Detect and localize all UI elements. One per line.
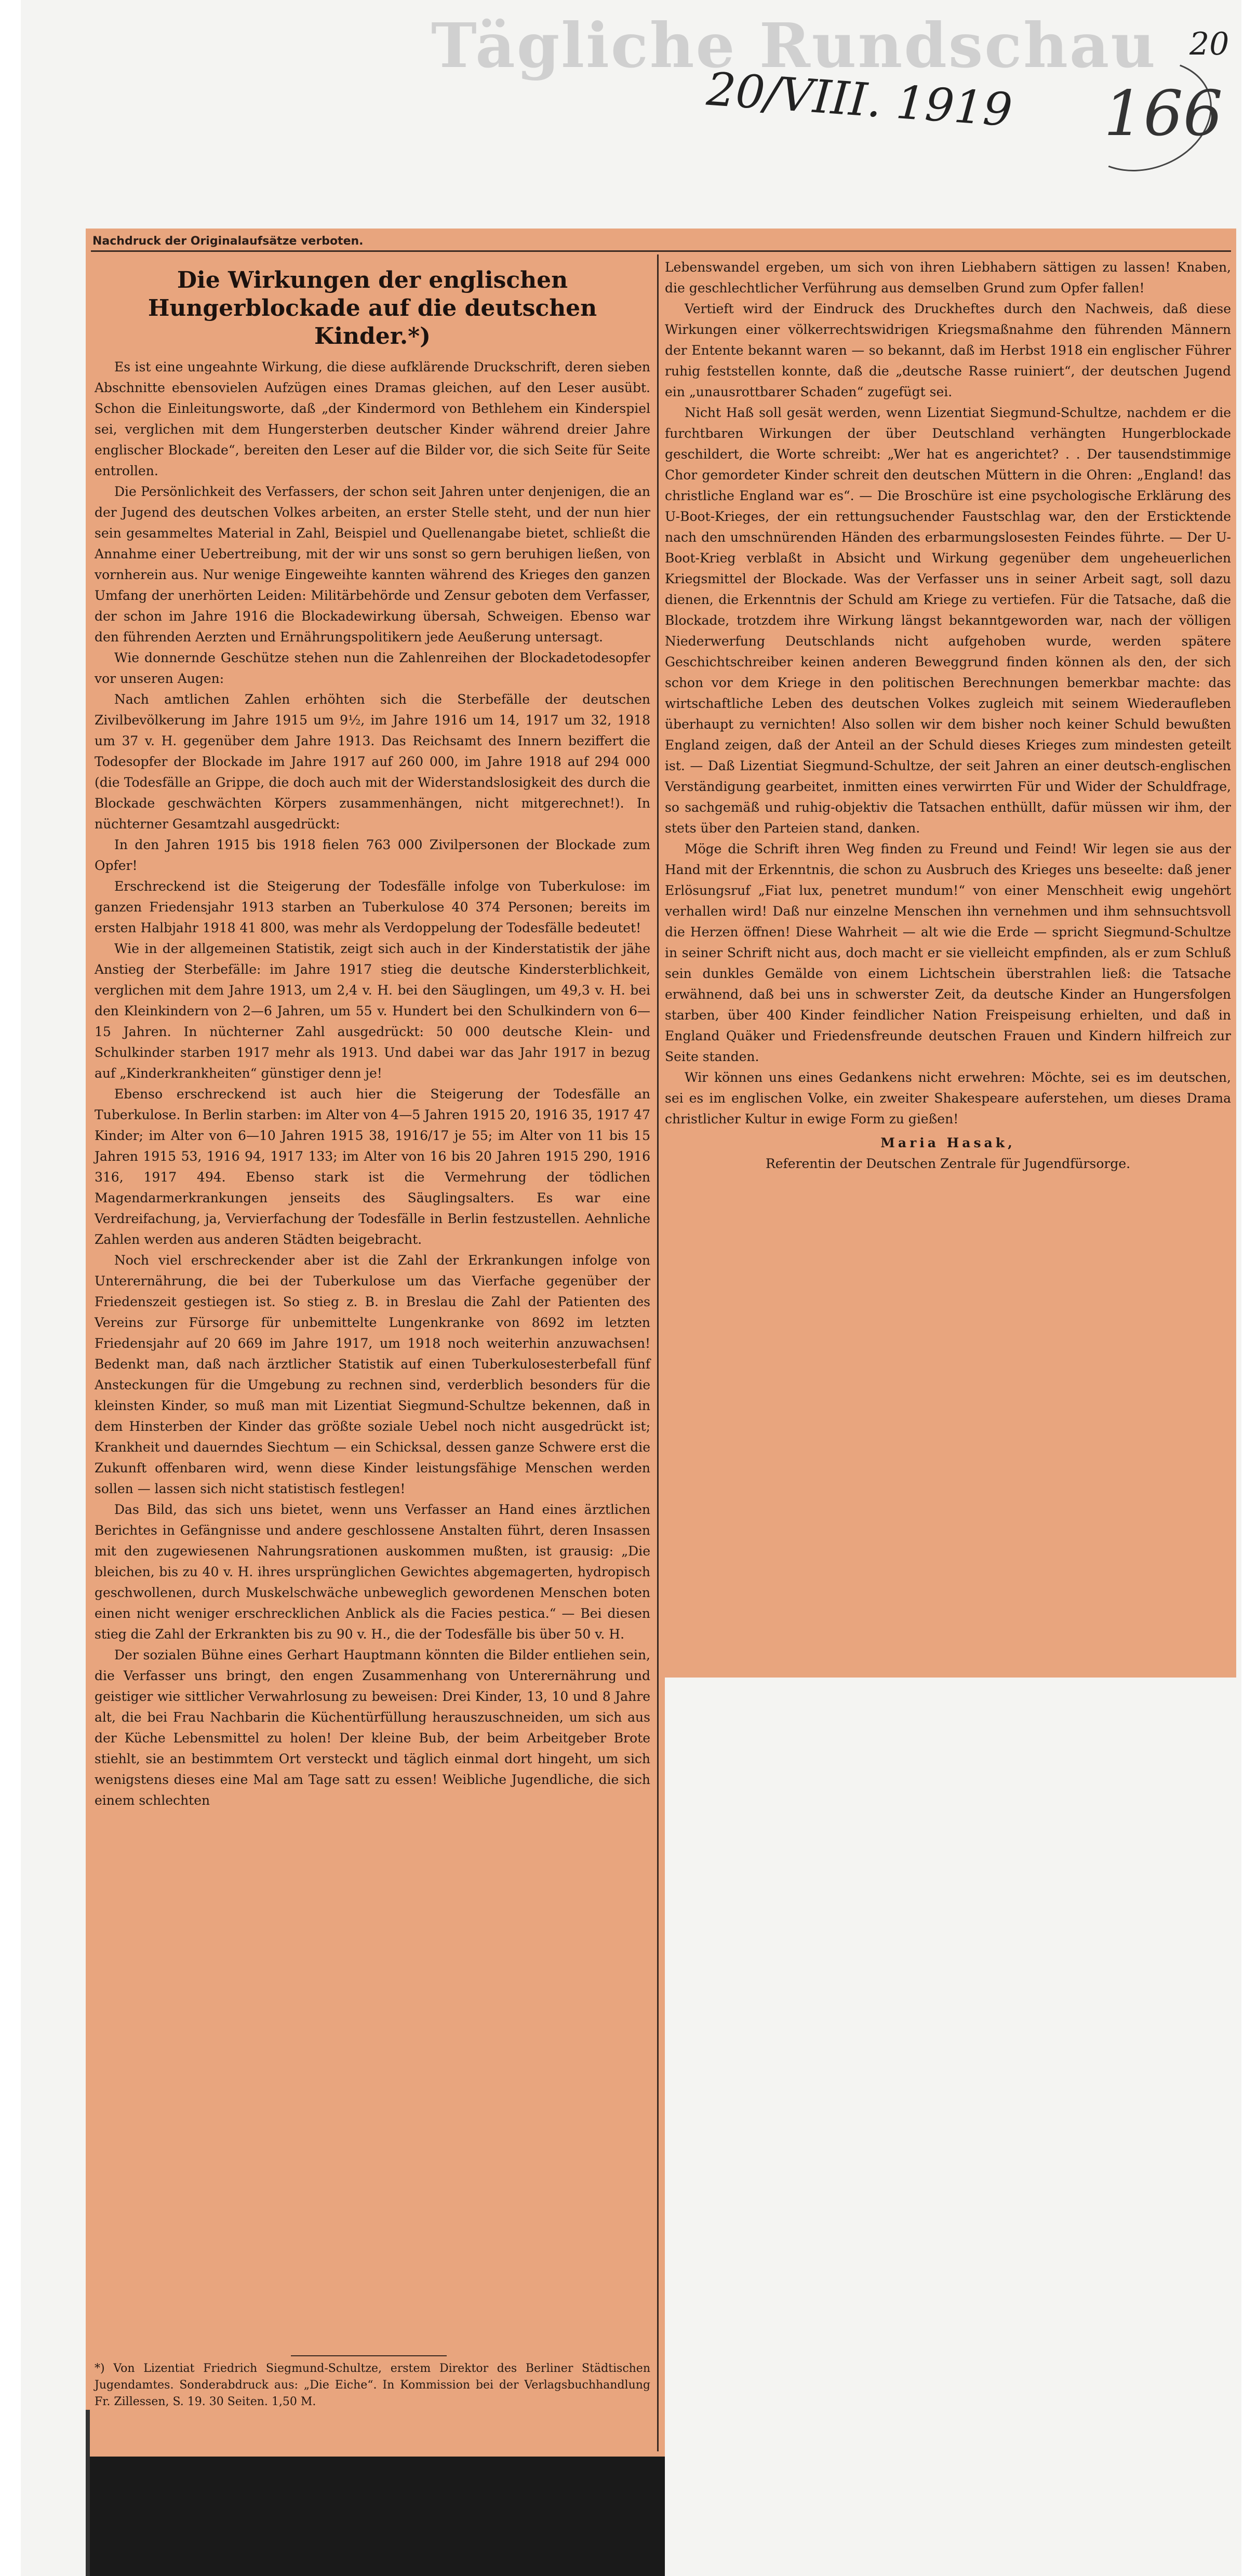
header-rule (91, 250, 1231, 252)
column-divider (657, 254, 659, 2451)
paragraph: Ebenso erschreckend ist auch hier die Steigerung der Todesfälle an Tuberkulose. In Berlin starben: im Alter von 4—5 Jahren 1915 20, 1916 35, 1917 47 Kinder; im Alter von 6—10 Jahren 1915 38, 1916/17 je 55; im Alter von 11 bis 15 Jahren 1915 53, 1916 94, 1917 133; im Alter von 16 bis 20 Jahren 1915 290, 1916 316, 1917 494. Ebenso stark ist die Vermehrung der tödlichen Magendarmerkrankungen jenseits des Säuglingsalters. Es war eine Verdreifachung, ja, Vervierfachung der Todesfälle in Berlin festzustellen. Aehnliche Zahlen werden aus anderen Städten beigebracht. (95, 1086, 650, 1247)
paragraph: Das Bild, das sich uns bietet, wenn uns Verfasser an Hand eines ärztlichen Berichtes in Gefängnisse und andere geschlossene Anstalten führt, deren Insassen mit den zugewiesenen Nahrungsrationen auskommen mußten, ist grausig: „Die bleichen, bis zu 40 v. H. ihres ursprünglichen Gewichtes abgemagerten, hydropisch geschwollenen, durch Muskelschwäche unbeweglich gewordenen Menschen boten einen nicht weniger erschrecklichen Anblick als die Facies pestica.“ — Bei diesen stieg die Zahl der Erkrankten bis zu 90 v. H., die der Todesfälle bis über 50 v. H. (95, 1502, 650, 1642)
paragraph: Erschreckend ist die Steigerung der Todesfälle infolge von Tuberkulose: im ganzen Friedensjahr 1913 starben an Tuberkulose 40 374 Personen; bereits im ersten Halbjahr 1918 41 800, was mehr als Verdoppelung der Todesfälle bedeutet! (95, 879, 650, 935)
handwritten-folio-number: 166 (1104, 78, 1223, 150)
paragraph: Nach amtlichen Zahlen erhöhten sich die Sterbefälle der deutschen Zivilbevölkerung im Jahre 1915 um 9½, im Jahre 1916 um 14, 1917 um 32, 1918 um 37 v. H. gegenüber dem Jahre 1913. Das Reichsamt des Innern beziffert die Todesopfer der Blockade im Jahre 1917 auf 260 000, im Jahre 1918 auf 294 000 (die Todesfälle an Grippe, die doch auch mit der Widerstandslosigkeit des durch die Blockade geschwächten Körpers zusammenhängen, nicht mitgerechnet!). In nüchterner Gesamtzahl ausgedrückt: (95, 692, 650, 831)
author-signature: Maria Hasak, (880, 1135, 1015, 1150)
paragraph: Nicht Haß soll gesät werden, wenn Lizentiat Siegmund-Schultze, nachdem er die furchtbaren Wirkungen der über Deutschland verhängten Hungerblockade geschildert, die Worte schreibt: „Wer hat es angerichtet? . . Der tausendstimmige Chor gemordeter Kinder schreit den deutschen Müttern in die Ohren: „England! das christliche England war es“. — Die Broschüre ist eine psychologische Erklärung des U-Boot-Krieges, der ein rettungsuchender Faustschlag war, den der Ersticktende nach den umschnürenden Händen des erbarmungslosesten Feindes führte. — Der U-Boot-Krieg verblaßt in Absicht und Wirkung gegenüber dem ungeheuerlichen Kriegsmittel der Blockade. Was der Verfasser uns in seiner Arbeit sagt, soll dazu dienen, die Erkenntnis der Schuld am Kriege zu vertiefen. Für die Tatsache, daß die Blockade, trotzdem ihre Wirkung längst bekanntgeworden war, nach der völligen Niederwerfung Deutschlands nicht aufgehoben wurde, werden spätere Geschichtschreiber keinen anderen Beweggrund finden können als den, der sich schon vor dem Kriege in den politischen Berechnungen bemerkbar machte: das wirtschaftliche Leben des deutschen Volkes zugleich mit seinem Wiederaufleben überhaupt zu vernichten! Also sollen wir dem bisher noch keiner Schuld bewußten England zeigen, daß der Anteil an der Schuld dieses Krieges zum mindesten geteilt ist. — Daß Lizentiat Siegmund-Schultze, der seit Jahren an einer deutsch-englischen Verständigung gearbeitet, inmitten eines verwirrten Für und Wider der Schuldfrage, so sachgemäß und ruhig-objektiv die Tatsachen enthüllt, dafür müssen wir ihm, der stets über den Parteien stand, danken. (665, 405, 1231, 836)
paragraph: Wie in der allgemeinen Statistik, zeigt sich auch in der Kinderstatistik der jähe Anstieg der Sterbefälle: im Jahre 1917 stieg die deutsche Kindersterblichkeit, verglichen mit dem Jahre 1913, um 2,4 v. H. bei den Säuglingen, um 49,3 v. H. bei den Kleinkindern von 2—6 Jahren, um 55 v. Hundert bei den Schulkindern von 6—15 Jahren. In nüchterner Zahl ausgedrückt: 50 000 deutsche Klein- und Schulkinder starben 1917 mehr als 1913. Und dabei war das Jahr 1917 in bezug auf „Kinderkrankheiten“ günstiger denn je! (95, 941, 650, 1081)
paragraph: Noch viel erschreckender aber ist die Zahl der Erkrankungen infolge von Unterernährung, die bei der Tuberkulose um das Vierfache gegenüber der Friedenszeit gestiegen ist. So stieg z. B. in Breslau die Zahl der Patienten des Vereins zur Fürsorge für unbemittelte Lungenkranke von 8692 im letzten Friedensjahr auf 20 669 im Jahre 1917, um 1918 noch weiterhin anzuwachsen! Bedenkt man, daß nach ärztlicher Statistik auf einen Tuberkulosesterbefall fünf Ansteckungen für die Umgebung zu rechnen sind, verderblich besonders für die kleinsten Kinder, so muß man mit Lizentiat Siegmund-Schultze bekennen, daß in dem Hinsterben der Kinder das größte soziale Uebel noch nicht ausgedrückt ist; Krankheit und dauerndes Siechtum — ein Schicksal, dessen ganze Schwere erst die Zukunft offenbaren wird, wenn diese Kinder leistungsfähige Menschen werden sollen — lassen sich nicht statistisch festlegen! (95, 1253, 650, 1496)
author-role: Referentin der Deutschen Zentrale für Jugendfürsorge. (765, 1156, 1131, 1171)
paragraph: Der sozialen Bühne eines Gerhart Hauptmann könnten die Bilder entliehen sein, die Verfasser uns bringt, den engen Zusammenhang von Unterernährung und geistiger wie sittlicher Verwahrlosung zu beweisen: Drei Kinder, 13, 10 und 8 Jahre alt, die bei Frau Nachbarin die Küchentürfüllung herauszuschneiden, um sich aus der Küche Lebensmittel zu holen! Der kleine Bub, der beim Arbeitgeber Brote stiehlt, sie an bestimmtem Ort versteckt und täglich einmal dort hingeht, um sich wenigstens dieses eine Mal am Tage satt zu essen! Weibliche Jugendliche, die sich einem schlechten (95, 1647, 650, 1808)
paragraph: Wir können uns eines Gedankens nicht erwehren: Möchte, sei es im deutschen, sei es im englischen Volke, ein zweiter Shakespeare auferstehen, um dieses Drama christlicher Kultur in ewige Form zu gießen! (665, 1070, 1231, 1126)
paragraph: Die Persönlichkeit des Verfassers, der schon seit Jahren unter denjenigen, die an der Jugend des deutschen Volkes arbeiten, an erster Stelle steht, und der nun hier sein gesammeltes Material in Zahl, Beispiel und Quellenangabe bietet, schließt die Annahme einer Uebertreibung, mit der wir uns sonst so gern beruhigen ließen, von vornherein aus. Nur wenige Eingeweihte kannten während des Krieges den ganzen Umfang der unerhörten Leiden: Militärbehörde und Zensur geboten dem Verfasser, der schon im Jahre 1916 die Blockadewirkung übersah, Schweigen. Ebenso war den führenden Aerzten und Ernährungspolitikern jede Aeußerung untersagt. (95, 484, 650, 645)
article-footnote: *) Von Lizentiat Friedrich Siegmund-Schultze, erstem Direktor des Berliner Städtischen Jugendamtes. Sonderabdruck aus: „Die Eiche“. In Kommission bei der Verlagsbuchhandlung Fr. Zillessen, S. 19. 30 Seiten. 1,50 M. (95, 2362, 650, 2408)
article-title: Die Wirkungen der englischen Hungerblockade auf die deutschen Kinder.*) (148, 267, 597, 350)
article-column-right (665, 257, 1231, 1174)
newspaper-masthead: Tägliche Rundschau (431, 9, 1157, 82)
paragraph: Es ist eine ungeahnte Wirkung, die diese aufklärende Druckschrift, deren sieben Abschnitte ebensovielen Aufzügen eines Dramas gleichen, auf den Leser ausübt. Schon die Einleitungsworte, daß „der Kindermord von Bethlehem ein Kinderspiel sei, verglichen mit dem Hungersterben deutscher Kinder während dreier Jahre englischer Blockade“, bereiten den Leser auf die Bilder vor, die sich Seite für Seite entrollen. (95, 359, 650, 478)
clipping-edge-shadow (86, 2410, 90, 2576)
paragraph: Vertieft wird der Eindruck des Druckheftes durch den Nachweis, daß diese Wirkungen einer völkerrechtswidrigen Kriegsmaßnahme den führenden Männern der Entente bekannt waren — so bekannt, daß im Herbst 1918 ein englischer Führer ruhig feststellen konnte, daß die „deutsche Rasse ruiniert“, der deutschen Jugend ein „unausrottbarer Schaden“ zugefügt sei. (665, 301, 1231, 399)
paragraph: In den Jahren 1915 bis 1918 fielen 763 000 Zivilpersonen der Blockade zum Opfer! (95, 837, 650, 873)
paragraph: Lebenswandel ergeben, um sich von ihren Liebhabern sättigen zu lassen! Knaben, die geschlechtlicher Verführung aus demselben Grund zum Opfer fallen! (665, 260, 1231, 296)
article-column-left (95, 257, 650, 1811)
mounting-shadow (86, 2457, 665, 2576)
handwritten-date: 20/VIII. 1919 (705, 62, 1014, 137)
footnote-rule (291, 2355, 447, 2356)
handwritten-page-number: 20 (1189, 26, 1229, 62)
paragraph: Wie donnernde Geschütze stehen nun die Zahlenreihen der Blockadetodesopfer vor unseren Augen: (95, 650, 650, 686)
reprint-notice: Nachdruck der Originalaufsätze verboten. (92, 235, 364, 248)
paragraph: Möge die Schrift ihren Weg finden zu Freund und Feind! Wir legen sie aus der Hand mit der Erkenntnis, die schon zu Ausbruch des Krieges uns beseelte: daß jener Erlösungsruf „Fiat lux, penetret mundum!“ von einer Menschheit ewig ungehört verhallen wird! Daß nur einzelne Menschen ihn vernehmen und ihm sehnsuchtsvoll die Herzen öffnen! Diese Wahrheit — alt wie die Erde — spricht Siegmund-Schultze in seiner Schrift nicht aus, doch macht er sie vielleicht empfinden, als er zum Schluß sein dunkles Gemälde von einem Lichtschein überstrahlen ließ: die Tatsache erwähnend, daß bei uns in schwerster Zeit, da deutsche Kinder an Hungersfolgen starben, über 400 Kinder feindlicher Nation Freispeisung erhielten, und daß in England Quäker und Friedensfreunde deutschen Frauen und Kindern hilfreich zur Seite standen. (665, 841, 1231, 1064)
